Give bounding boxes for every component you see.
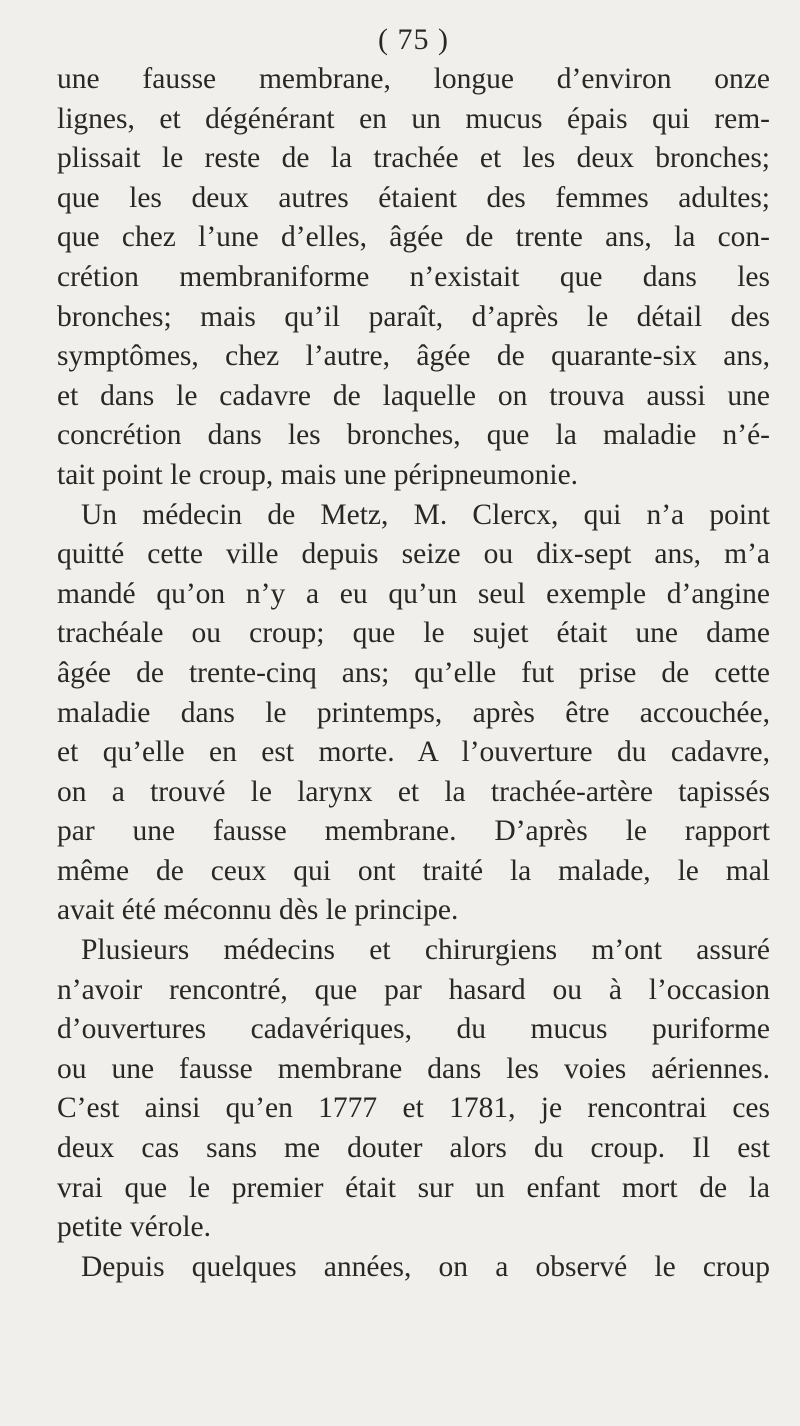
text-line: bronches; mais qu’il paraît, d’après le détail des [57, 300, 770, 333]
text-line: quitté cette ville depuis seize ou dix-sept ans, m’a [57, 538, 770, 571]
text-line: ou une fausse membrane dans les voies aériennes. [57, 1052, 770, 1085]
text-line: une fausse membrane, longue d’environ onze [57, 63, 770, 95]
text-line: symptômes, chez l’autre, âgée de quarante-six ans, [57, 340, 770, 373]
page-number: ( 75 ) [378, 23, 449, 56]
text-line: vrai que le premier était sur un enfant mort de la [57, 1171, 770, 1204]
text-line: tait point le croup, mais une péripneumonie. [57, 458, 579, 491]
text-line: par une fausse membrane. D’après le rapport [57, 815, 770, 848]
text-line: que chez l’une d’elles, âgée de trente ans, la con- [57, 221, 770, 254]
text-line: trachéale ou croup; que le sujet était une dame [57, 617, 770, 650]
text-line: et qu’elle en est morte. A l’ouverture du cadavre, [57, 736, 770, 769]
text-line: lignes, et dégénérant en un mucus épais qui rem- [57, 102, 770, 135]
text-line: Un médecin de Metz, M. Clercx, qui n’a point [81, 498, 770, 531]
text-line: maladie dans le printemps, après être accouchée, [57, 696, 770, 729]
text-line: Depuis quelques années, on a observé le croup [81, 1250, 770, 1283]
text-line: Plusieurs médecins et chirurgiens m’ont assuré [81, 934, 770, 967]
text-line: deux cas sans me douter alors du croup. Il est [57, 1132, 770, 1165]
text-line: concrétion dans les bronches, que la maladie n’é- [57, 419, 770, 452]
text-line: crétion membraniforme n’existait que dans les [57, 260, 770, 293]
text-line: même de ceux qui ont traité la malade, le mal [57, 854, 770, 887]
text-line: que les deux autres étaient des femmes adultes; [57, 181, 770, 214]
text-line: n’avoir rencontré, que par hasard ou à l’occasion [57, 973, 770, 1006]
body-text [57, 60, 770, 1287]
text-line: d’ouvertures cadavériques, du mucus puriforme [57, 1013, 770, 1046]
text-line: plissait le reste de la trachée et les deux bronches; [57, 142, 770, 175]
text-line: C’est ainsi qu’en 1777 et 1781, je rencontrai ces [57, 1092, 770, 1125]
text-line: âgée de trente-cinq ans; qu’elle fut prise de cette [57, 656, 770, 689]
text-line: on a trouvé le larynx et la trachée-artère tapissés [57, 775, 770, 808]
text-line: avait été méconnu dès le principe. [57, 894, 459, 927]
text-line: et dans le cadavre de laquelle on trouva aussi une [57, 379, 770, 412]
text-line: mandé qu’on n’y a eu qu’un seul exemple d’angine [57, 577, 770, 610]
text-line: petite vérole. [57, 1211, 211, 1244]
